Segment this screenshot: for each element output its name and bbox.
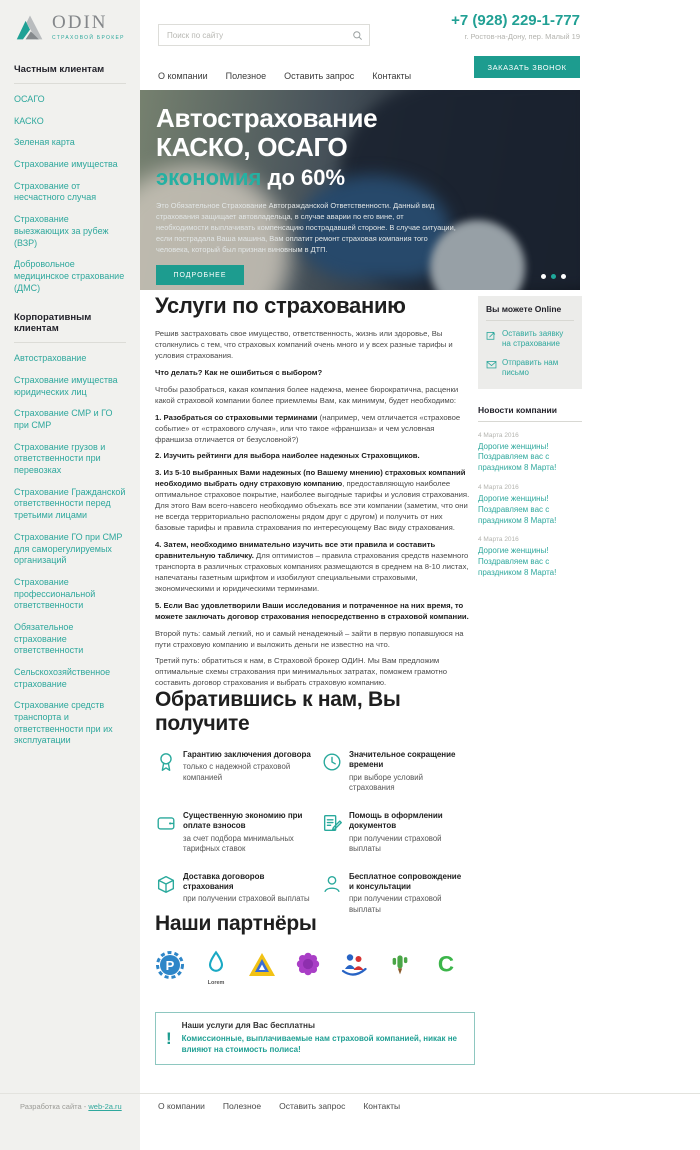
main-column (140, 0, 580, 1150)
exclamation-icon: ! (165, 1028, 172, 1048)
sidebar-item-accident[interactable]: Страхование от несчастного случая (14, 180, 97, 203)
footer-nav-request[interactable]: Оставить запрос (279, 1101, 346, 1111)
sidebar-item-green-card[interactable]: Зеленая карта (14, 137, 75, 148)
news-date: 4 Марта 2016 (478, 483, 519, 491)
benefit-item: Значительное сокращение времени при выборе условий страхования (321, 750, 475, 794)
article-paragraph: 3. Из 5-10 выбранных Вами надежных (по Вашему мнению) страховых компаний необходимо выбрать одну страховую компанию, предоставляющую наиболее оптимальное страховое покрытие, наиболее выгодные тарифы и условия страхования. Для этого Вам всего-навсего необходимо объехать все эти компании (заметим, что они не всегда территориально расположены рядом друг с другом) и получить от них базовые тарифы и правила страхования по интересующему Вас виду страхования. (155, 468, 470, 533)
article-paragraph: Третий путь: обратиться к нам, в Страховой брокер ОДИН. Мы Вам предложим оптимальные схемы страхования при минимальных затратах, поможем грамотно составить договор страхования и выбрать страховую компанию. (155, 656, 448, 688)
benefits-grid (155, 750, 475, 915)
triangle-icon (247, 950, 277, 980)
partner-logo-gear-p[interactable] (155, 950, 185, 985)
contact-block (451, 13, 580, 41)
search-box (158, 24, 370, 46)
news-link[interactable]: Дорогие женщины! Поздравляем вас с праздником 8 Марта! (478, 493, 557, 525)
phone-number: +7 (928) 229-1-777 (451, 12, 580, 29)
award-icon (155, 751, 177, 773)
article-paragraph: Решив застраховать свое имущество, ответственность, жизнь или здоровье, Вы столкнулись с тем, что страховых компаний очень много и у всех разные тарифы и условия страхования. (155, 329, 453, 360)
letter-c-icon (432, 950, 460, 978)
form-pencil-icon (486, 330, 497, 341)
sidebar-item-travel[interactable]: Страхование выезжающих за рубеж (ВЗР) (14, 214, 109, 248)
sidebar-corporate-title: Корпоративным клиентам (14, 312, 92, 335)
news-item (478, 536, 582, 578)
hero-title-line3 (156, 165, 564, 190)
divider (14, 83, 126, 84)
sidebar-item-property[interactable]: Страхование имущества (14, 159, 118, 170)
divider (14, 342, 126, 343)
article-paragraph: Что делать? Как не ошибиться с выбором? (155, 367, 323, 377)
partner-logo-cactus[interactable] (385, 950, 415, 983)
benefit-item: Существенную экономию при оплате взносов за счет подбора минимальных тарифных ставок (155, 811, 321, 855)
sidebar-item-smr[interactable]: Страхование СМР и ГО при СМР (14, 408, 113, 430)
sidebar-private-title: Частным клиентам (14, 64, 105, 75)
hero-more-button[interactable]: ПОДРОБНЕЕ (156, 265, 244, 285)
person-icon (321, 873, 343, 895)
nav-about[interactable]: О компании (158, 71, 208, 81)
address: г. Ростов-на-Дону, пер. Малый 19 (464, 32, 580, 41)
cactus-pencil-icon (387, 950, 413, 978)
carousel-dots (541, 274, 566, 279)
nav-contacts[interactable]: Контакты (372, 71, 412, 81)
article-paragraph: 4. Затем, необходимо внимательно изучить все эти правила и составить сравнительную табличку. Для оптимистов – правила страхования средств наземного транспорта в различных страховых компаниях размещаются в среднем на 8-10 листах, напечатаны газетным шрифтом и изобилуют специальными страховыми, экономическими и юридическими терминами. (155, 540, 469, 593)
partner-logo-triangle[interactable] (247, 950, 277, 985)
news-item (478, 432, 582, 474)
hero-accent: экономия (156, 165, 262, 191)
logo[interactable] (14, 12, 126, 42)
people-icon (339, 950, 369, 980)
news-date: 4 Марта 2016 (478, 431, 519, 439)
news-item (478, 484, 582, 526)
notice-title: Наши услуги для Вас бесплатны (181, 1021, 315, 1030)
partner-logo-flower[interactable] (293, 950, 323, 983)
hero-content (140, 90, 580, 290)
article-paragraph: 5. Если Вас удовлетворили Ваши исследования и потраченное на них время, то можете заключать договор страхования непосредственно в страховой компании. (155, 600, 469, 621)
divider (486, 320, 574, 321)
hero-accent-rest: до 60% (261, 165, 346, 191)
hero-text: Это Обязательное Страхование Автогражданской Ответственности. Данный вид страхования защищает автовладельца, в случае аварии по его вине, от необходимости выплачивать компенсацию пострадавшей стороне. В случае ситуации, если пострадала Ваша машина, Вам оплатит ремонт страховая компания того человека, который был признан виновным в ДТП. (156, 200, 456, 254)
sidebar (0, 0, 140, 1150)
footer-nav-useful[interactable]: Полезное (222, 1101, 262, 1111)
clock-icon (321, 751, 343, 773)
online-box (478, 296, 582, 389)
footer-nav-contacts[interactable]: Контакты (363, 1101, 401, 1111)
sidebar-item-go-smr[interactable]: Страхование ГО при СМР для саморегулируемых организаций (14, 531, 123, 566)
sidebar-item-osago[interactable]: ОСАГО (14, 94, 45, 104)
document-pencil-icon (321, 812, 343, 834)
hero-banner (140, 90, 580, 290)
logo-text (52, 13, 125, 41)
online-request-link[interactable]: Оставить заявку на страхование (486, 329, 574, 350)
flower-icon (294, 950, 322, 978)
partner-logo-letter-c[interactable] (431, 950, 461, 983)
footer-nav-about[interactable]: О компании (158, 1101, 205, 1111)
news-title: Новости компании (478, 404, 557, 415)
sidebar-item-professional[interactable]: Страхование профессиональной ответственности (14, 576, 96, 611)
news-date: 4 Марта 2016 (478, 536, 519, 544)
notice-body (182, 1013, 474, 1064)
benefit-item: Доставка договоров страхования при получении страховой выплаты (155, 872, 321, 916)
carousel-dot-1[interactable] (541, 274, 546, 279)
sidebar-item-cargo[interactable]: Страхование грузов и ответственности при перевозках (14, 441, 106, 476)
partner-logo-droplet[interactable]: Lorem (201, 950, 231, 986)
hero-title-line1: Автострахование (156, 103, 378, 133)
article-paragraph: 1. Разобраться со страховыми терминами (например, чем отличается «страховое событие» от «страхового случая», или что такое «франшиза» и чем условная франшиза отличается от безусловной?) (155, 412, 461, 444)
online-mail-link[interactable]: Отправить нам письмо (486, 358, 574, 379)
divider (478, 421, 582, 422)
footer-nav (158, 1101, 400, 1111)
benefits-section (155, 688, 475, 915)
benefit-item: Помощь в оформлении документов при получении страховой выплаты (321, 811, 475, 855)
benefits-title: Обратившись к нам, Вы получите (155, 688, 401, 735)
sidebar-item-dms[interactable]: Добровольное медицинское страхование (ДМС) (14, 259, 125, 293)
hero-title-line2: КАСКО, ОСАГО (156, 132, 348, 163)
search-input[interactable] (159, 26, 369, 46)
footer-divider (0, 1093, 700, 1094)
svg-text:P: P (165, 958, 175, 973)
logo-triangle-icon (14, 12, 46, 42)
brand-name: ODIN (52, 12, 108, 33)
site-credit: Разработка сайта - web-2a.ru (20, 1102, 122, 1111)
top-nav (158, 71, 411, 81)
article-paragraph: Второй путь: самый легкий, но и самый ненадежный – зайти в первую попавшуюся на пути страховую компанию и выложить деньги не известно на что. (155, 628, 464, 649)
sidebar-item-transport[interactable]: Страхование средств транспорта и ответственности при их эксплуатации (14, 700, 113, 746)
page-title: Услуги по страхованию (155, 293, 406, 318)
sidebar-item-mandatory[interactable]: Обязательное страхование ответственности (14, 621, 84, 656)
sidebar-item-kasko[interactable]: КАСКО (14, 115, 44, 126)
article-paragraph: Чтобы разобраться, какая компания более надежна, менее бюрократична, расценки какой страховой компании более приемлемы Вам, как минимум, будет необходимо: (155, 384, 459, 405)
partners-section (155, 912, 475, 986)
partner-logo-people[interactable] (339, 950, 369, 985)
envelope-icon (486, 359, 497, 370)
sidebar-item-civil-liability[interactable]: Страхование Гражданской ответственности перед третьими лицами (14, 486, 126, 521)
box-icon (155, 873, 177, 895)
free-services-notice (155, 1012, 475, 1065)
notice-text: Комиссионные, выплачиваемые нам страховой компанией, никак не влияют на стоимость полиса! (181, 1034, 457, 1055)
credit-link[interactable]: web-2a.ru (88, 1102, 122, 1111)
news-link[interactable]: Дорогие женщины! Поздравляем вас с праздником 8 Марта! (478, 546, 557, 577)
right-rail (478, 296, 582, 579)
partners-title: Наши партнёры (155, 912, 317, 935)
article-paragraph: 2. Изучить рейтинги для выбора наиболее надежных Страховщиков. (155, 451, 420, 461)
nav-request[interactable]: Оставить запрос (284, 71, 355, 81)
droplet-icon (204, 950, 228, 974)
sidebar-item-property-legal[interactable]: Страхование имущества юридических лиц (14, 374, 118, 397)
svg-text:C: C (437, 951, 455, 977)
gear-p-icon (155, 950, 185, 980)
nav-useful[interactable]: Полезное (225, 71, 267, 81)
order-call-button[interactable]: ЗАКАЗАТЬ ЗВОНОК (474, 56, 580, 78)
sidebar-item-auto-corp[interactable]: Автострахование (14, 353, 87, 364)
wallet-icon (155, 812, 177, 834)
news-widget (478, 405, 582, 579)
partner-logos (155, 950, 475, 986)
search-icon[interactable] (352, 30, 363, 41)
sidebar-item-agriculture[interactable]: Сельскохозяйственное страхование (14, 667, 111, 689)
brand-tagline: СТРАХОВОЙ БРОКЕР (52, 35, 125, 41)
benefit-item: Гарантию заключения договора только с надежной страховой компанией (155, 750, 321, 794)
benefit-item: Бесплатное сопровождение и консультации при получении страховой выплаты (321, 872, 475, 916)
online-title: Вы можете Online (486, 304, 562, 314)
carousel-dot-3[interactable] (561, 274, 566, 279)
article (155, 293, 473, 695)
news-link[interactable]: Дорогие женщины! Поздравляем вас с праздником 8 Марта! (478, 441, 557, 473)
carousel-dot-2-active[interactable] (551, 274, 556, 279)
